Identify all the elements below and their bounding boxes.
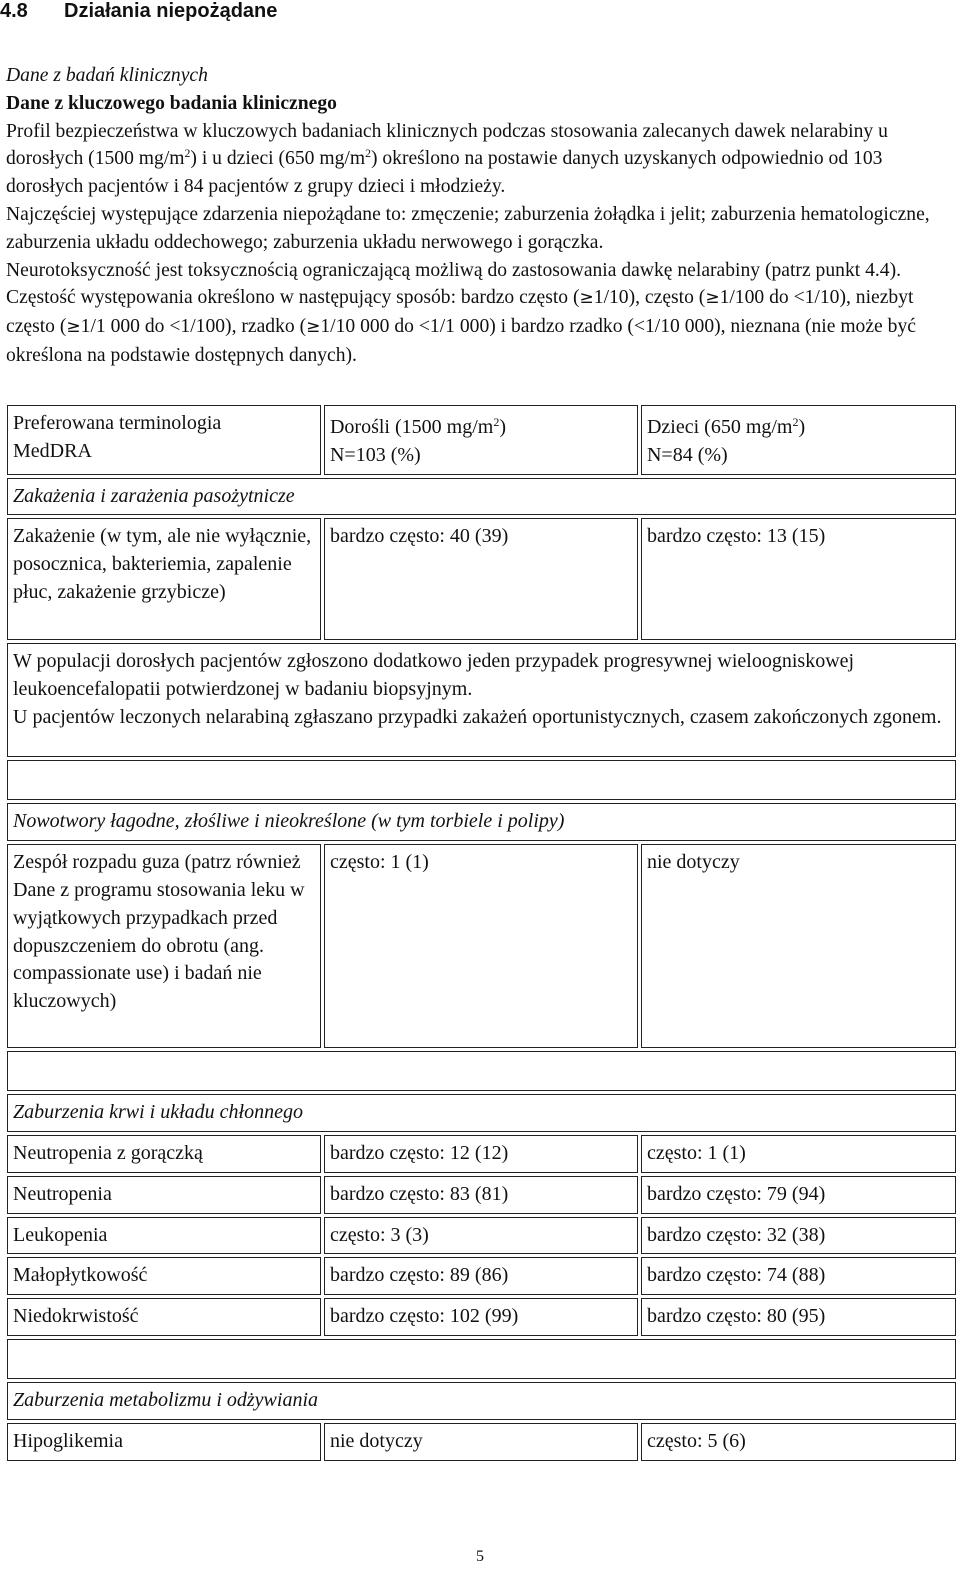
children-cell: często: 1 (1) [641,1135,956,1173]
children-cell: nie dotyczy [641,844,956,1048]
table-row [7,1135,956,1173]
section-heading [0,0,277,22]
intro-paragraph-4: Częstość występowania określono w następujący sposób: bardzo często (≥1/10), często (≥1/100 do <1/10), niezbyt często (≥1/1 000 do <1/100), rzadko (≥1/10 000 do <1/1 000) i bardzo rzadko (<1/10 000), nieznana (nie może być określona na podstawie dostępnych danych). [6,287,916,366]
adults-cell: często: 1 (1) [324,844,638,1048]
section-number: 4.8 [0,0,28,22]
adverse-reactions-table [4,402,959,1464]
table-row [7,1257,956,1295]
term-cell: Zakażenie (w tym, ale nie wyłącznie, posocznica, bakteriemia, zapalenie płuc, zakażenie grzybicze) [7,518,321,640]
empty-row [7,1339,956,1379]
children-cell: bardzo często: 74 (88) [641,1257,956,1295]
intro-paragraph-1: Profil bezpieczeństwa w kluczowych badaniach klinicznych podczas stosowania zalecanych dawek nelarabiny u dorosłych (1500 $mg/m^2$) i u dzieci (650 $mg/m^2$) określono na postawie danych uzyskanych odpowiednio od 103 dorosłych pacjentów i 84 pacjentów z grupy dzieci i młodzieży. [6,120,888,198]
soc-neoplasms: Nowotwory łagodne, złośliwe i nieokreślone (w tym torbiele i polipy) [7,803,956,841]
subheading: Dane z kluczowego badania klinicznego [6,92,337,114]
soc-infections: Zakażenia i zarażenia pasożytnicze [7,478,956,516]
children-cell: bardzo często: 32 (38) [641,1217,956,1255]
children-cell: bardzo często: 79 (94) [641,1176,956,1214]
term-cell: Zespół rozpadu guza (patrz również Dane z programu stosowania leku w wyjątkowych przypadkach przed dopuszczeniem do obrotu (ang. compassionate use) i badań nie kluczowych) [7,844,321,1048]
table-row [7,1382,956,1420]
table-row [7,643,956,757]
infection-note: W populacji dorosłych pacjentów zgłoszono dodatkowo jeden przypadek progresywnej wieloogniskowej leukoencefalopatii potwierdzonej w badaniu biopsyjnym. U pacjentów leczonych nelarabiną zgłaszano przypadki zakażeń oportunistycznych, czasem zakończonych zgonem. [7,643,956,757]
term-cell: Hipoglikemia [7,1423,321,1461]
adults-cell: bardzo często: 40 (39) [324,518,638,640]
table-row [7,844,956,1048]
table-row [7,478,956,516]
table-row [7,1423,956,1461]
term-cell: Neutropenia z gorączką [7,1135,321,1173]
intro-paragraph-2: Najczęściej występujące zdarzenia niepożądane to: zmęczenie; zaburzenia żołądka i jelit; zaburzenia hematologiczne, zaburzenia układu oddechowego; zaburzenia układu nerwowego i gorączka. [6,203,930,253]
table-row [7,518,956,640]
term-cell: Neutropenia [7,1176,321,1214]
intro-paragraph-3: Neurotoksyczność jest toksycznością ograniczającą możliwą do zastosowania dawkę nelarabiny (patrz punkt 4.4). [6,259,901,281]
header-children: Dzieci (650 $mg/m^2$) N=84 (%) [641,405,956,475]
intro-text [6,62,960,370]
table-row [7,1176,956,1214]
table-row [7,1094,956,1132]
page-number: 5 [476,1548,484,1565]
adults-cell: często: 3 (3) [324,1217,638,1255]
children-cell: bardzo często: 13 (15) [641,518,956,640]
table-header-row [7,405,956,475]
section-title: Działania niepożądane [64,0,278,22]
empty-row [7,1051,956,1091]
header-term: Preferowana terminologia MedDRA [7,405,321,475]
term-cell: Leukopenia [7,1217,321,1255]
term-cell: Niedokrwistość [7,1298,321,1336]
adults-cell: bardzo często: 83 (81) [324,1176,638,1214]
adults-cell: bardzo często: 12 (12) [324,1135,638,1173]
adults-cell: nie dotyczy [324,1423,638,1461]
empty-row [7,760,956,800]
soc-metabolism: Zaburzenia metabolizmu i odżywiania [7,1382,956,1420]
table-row [7,803,956,841]
term-cell: Małopłytkowość [7,1257,321,1295]
header-adults: Dorośli (1500 $mg/m^2$) N=103 (%) [324,405,638,475]
children-cell: często: 5 (6) [641,1423,956,1461]
adults-cell: bardzo często: 102 (99) [324,1298,638,1336]
adults-cell: bardzo często: 89 (86) [324,1257,638,1295]
soc-blood: Zaburzenia krwi i układu chłonnego [7,1094,956,1132]
table-row [7,1298,956,1336]
children-cell: bardzo często: 80 (95) [641,1298,956,1336]
source-label: Dane z badań klinicznych [6,65,208,86]
table-row [7,1217,956,1255]
